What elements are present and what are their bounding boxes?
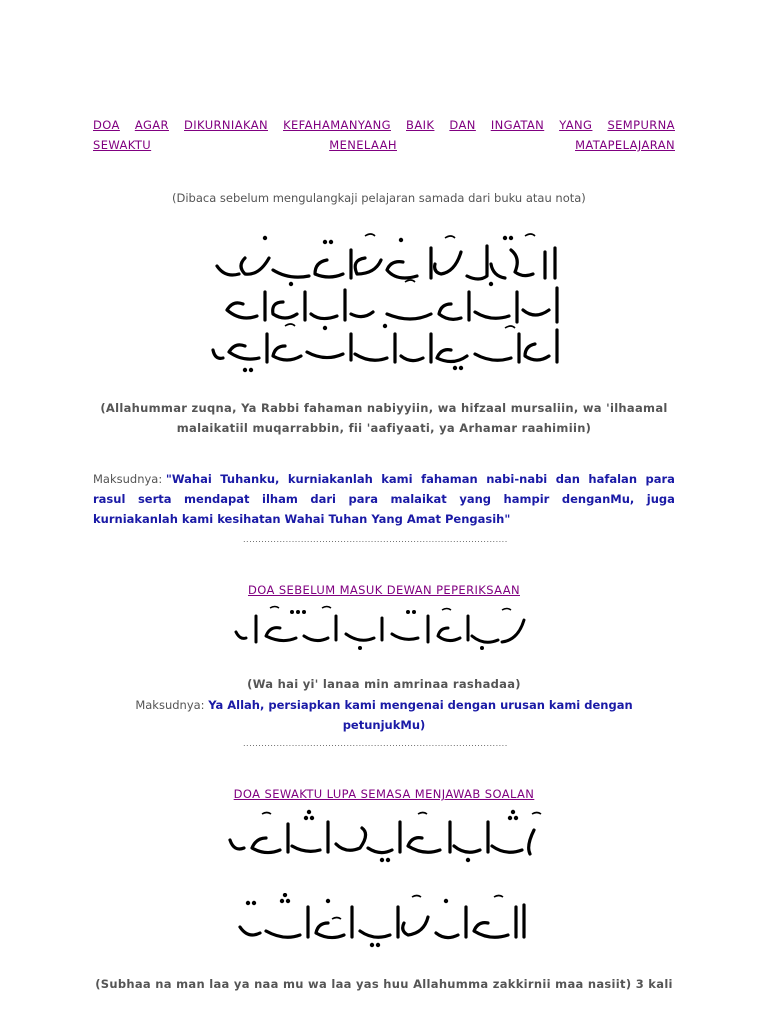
title-word: KEFAHAMANYANG — [283, 118, 391, 132]
meaning-line — [93, 509, 675, 529]
meaning-word: Tuhanku, — [220, 472, 280, 486]
meaning-word: nabi-nabi — [486, 472, 548, 486]
title-word: SEMPURNA — [607, 118, 675, 132]
title-word: DIKURNIAKAN — [184, 118, 268, 132]
meaning-word: mendapat — [184, 492, 250, 506]
section1-title-line2 — [93, 138, 675, 152]
meaning-word: kami — [381, 472, 413, 486]
separator: ....................................................................................... — [243, 535, 508, 544]
title-word: DAN — [449, 118, 476, 132]
title-word: AGAR — [134, 118, 169, 132]
meaning-label: Maksudnya: — [135, 698, 205, 712]
section1-transliteration-line1: (Allahummar zuqna, Ya Rabbi fahaman nabiyyiin, wa hifzaal mursaliin, wa 'ilhaamal — [100, 401, 668, 415]
title-word: DOA — [93, 118, 120, 132]
title-word: SEWAKTU — [93, 138, 152, 152]
meaning-word: serta — [137, 492, 172, 506]
reading-note: (Dibaca sebelum mengulangkaji pelajaran samada dari buku atau nota) — [172, 191, 586, 205]
meaning-text: kurniakanlah kami kesihatan Wahai Tuhan Yang Amat Pengasih" — [93, 512, 511, 526]
title-word: BAIK — [406, 118, 435, 132]
meaning-word: dari — [310, 492, 336, 506]
section2-title: DOA SEBELUM MASUK DEWAN PEPERIKSAAN — [248, 583, 520, 597]
meaning-word: hampir — [503, 492, 550, 506]
arabic-calligraphy-subhana-man — [222, 808, 544, 863]
section1-transliteration-line2: malaikatiil muqarrabbin, fii 'aafiyaati, ya Arhamar raahimiin) — [176, 421, 592, 435]
meaning-word: denganMu, — [561, 492, 635, 506]
meaning-word: fahaman — [421, 472, 478, 486]
meaning-line — [93, 469, 675, 489]
arabic-calligraphy-allahumma-zakkirni — [232, 893, 534, 948]
arabic-calligraphy-doa-kefahaman — [205, 230, 565, 375]
meaning-word: juga — [646, 492, 675, 506]
meaning-word: "Wahai — [165, 472, 212, 486]
meaning-line — [93, 489, 675, 509]
section3-title: DOA SEWAKTU LUPA SEMASA MENJAWAB SOALAN — [233, 787, 535, 801]
section2-transliteration: (Wa hai yi' lanaa min amrinaa rashadaa) — [247, 677, 521, 691]
title-word: YANG — [559, 118, 593, 132]
section1-title-line1 — [93, 118, 675, 132]
meaning-label: Maksudnya: — [93, 472, 163, 486]
meaning-word: ilham — [262, 492, 298, 506]
meaning-word: para — [645, 472, 675, 486]
meaning-word: para — [348, 492, 378, 506]
title-word: MATAPELAJARAN — [575, 138, 675, 152]
section2-meaning-line2: petunjukMu) — [342, 718, 426, 732]
arabic-calligraphy-wahayyi-lana — [232, 604, 534, 652]
meaning-word: dan — [555, 472, 580, 486]
title-word: MENELAAH — [329, 138, 397, 152]
separator: ....................................................................................... — [243, 739, 508, 748]
meaning-word: yang — [459, 492, 492, 506]
section2-meaning — [93, 695, 675, 715]
meaning-word: rasul — [93, 492, 126, 506]
title-word: INGATAN — [490, 118, 545, 132]
meaning-text: Ya Allah, persiapkan kami mengenai dengan urusan kami dengan — [208, 698, 633, 712]
meaning-word: kurniakanlah — [287, 472, 373, 486]
section1-meaning — [93, 469, 675, 529]
meaning-word: hafalan — [588, 472, 638, 486]
section3-transliteration: (Subhaa na man laa ya naa mu wa laa yas huu Allahumma zakkirnii maa nasiit) 3 kali — [95, 977, 673, 991]
meaning-word: malaikat — [390, 492, 447, 506]
